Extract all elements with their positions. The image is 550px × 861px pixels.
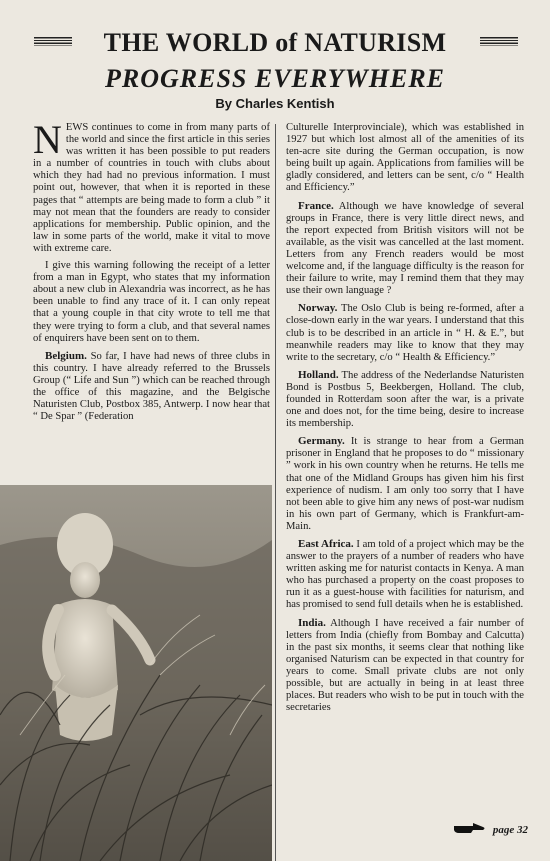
belgium-text: So far, I have had news of three clubs in this country. I have already referred to the Brussels Group (“ Life and Sun ”) which can be reached through the office of this magazine, and the Belgische Naturisten Club, Postbox 385, Antwerp. I now hear that “ De Spar ” (Federation bbox=[33, 350, 270, 423]
holland-text: The address of the Nederlandse Naturisten Bond is Postbus 5, Beekbergen, Holland. The club, founded in Rotterdam soon after the war, is a private one and does not, for the time being, desire to increase its membership. bbox=[286, 369, 524, 430]
belgium-paragraph bbox=[33, 350, 270, 424]
france-text: Although we have knowledge of several groups in France, there is very little direct news, and the report expected from British visitors will not be available, as the visit was cancelled at the last moment. Letters from any French readers would be most welcome and, if the language difficulty is the reason for their failure to write, may I remind them that they may use their own language ? bbox=[286, 200, 524, 297]
byline: By Charles Kentish bbox=[215, 96, 335, 111]
norway-heading: Norway. bbox=[298, 302, 338, 315]
right-column bbox=[286, 122, 524, 719]
holland-paragraph bbox=[286, 369, 524, 430]
egypt-paragraph: I give this warning following the receipt of a letter from a man in Egypt, who states that my information about a new club in Alexandria was incorrect, as he has been unable to find any trace of it. I can only repeat that a young couple in that city wrote to tell me that they were trying to form a club, and that several names of enquirers have been sent on to them. bbox=[33, 260, 270, 344]
intro-text: EWS continues to come in from many parts of the world and since the first article in this series was written it has been possible to put readers in a number of countries in touch with clubs about which they had had no previous information. I must point out, however, that when it is reported in these pages that “ attempts are being made to form a club ” it may not mean that the founders are ready to consider applications for membership. Public opinion, and the law in some parts of the world, make it vital to move with extreme care. bbox=[33, 122, 270, 254]
holland-heading: Holland. bbox=[298, 368, 339, 381]
india-paragraph bbox=[286, 617, 524, 715]
page-subtitle: PROGRESS EVERYWHERE bbox=[104, 64, 446, 93]
india-heading: India. bbox=[298, 616, 326, 629]
page-title: THE WORLD of NATURISM bbox=[103, 28, 447, 57]
page-number: page 32 bbox=[492, 823, 528, 836]
naturist-field-photo bbox=[0, 485, 272, 861]
east-africa-paragraph bbox=[286, 538, 524, 612]
east-africa-text: I am told of a project which may be the answer to the prayers of a number of readers who have written asking me for naturist contacts in Kenya. A man who has purchased a property on the coast proposes to run it as a guest-house with facilities for naturism, and has promised to send full details when he is established. bbox=[286, 539, 524, 611]
pointing-hand-icon bbox=[453, 822, 487, 837]
intro-paragraph bbox=[33, 117, 270, 255]
page-footer bbox=[453, 822, 528, 837]
germany-heading: Germany. bbox=[298, 435, 345, 448]
germany-paragraph bbox=[286, 435, 524, 533]
france-heading: France. bbox=[298, 199, 334, 212]
belgium-heading: Belgium. bbox=[45, 349, 87, 362]
france-paragraph bbox=[286, 200, 524, 298]
norway-paragraph bbox=[286, 302, 524, 363]
title-rule-right bbox=[480, 37, 518, 46]
column-separator bbox=[275, 124, 276, 861]
east-africa-heading: East Africa. bbox=[298, 538, 354, 550]
india-text: Although I have received a fair number of letters from India (chiefly from Bombay and Calcutta) in the past six months, it seems clear that nothing like organised Naturism can be expected in that country for years to come. Small private clubs are not only possible, but are actually in being in at least three places. But readers who wish to be put in touch with the secretaries bbox=[286, 617, 524, 714]
photo-image bbox=[0, 485, 272, 861]
norway-text: The Oslo Club is being re-formed, after a close-down early in the war years. I understand that this club is to be described in an article in “ H. & E.”, but meanwhile readers may like to know that they may write to the secretary, c/o “ Health & Efficiency.” bbox=[286, 303, 524, 363]
left-column bbox=[33, 117, 270, 428]
title-rule-left bbox=[34, 37, 72, 46]
belgium-continued-paragraph: Culturelle Interprovinciale), which was established in 1927 but which lost almost all of the amenities of its ten-acre site during the German occupation, is now being built up again. Applications from families will be gladly considered, and letters can be sent, c/o “ Health and Efficiency.” bbox=[286, 122, 524, 194]
drop-cap: N bbox=[33, 117, 62, 162]
germany-text: It is strange to hear from a German prisoner in England that he proposes to do “ missionary ” work in his own country when he returns. He tells me that one of the Midland Groups has given him his first experience of nudism. I am only too sorry that I have not been able to give him any news of post-war nudism in his own part of Germany, which is Frankfurt-am-Main. bbox=[286, 436, 524, 532]
